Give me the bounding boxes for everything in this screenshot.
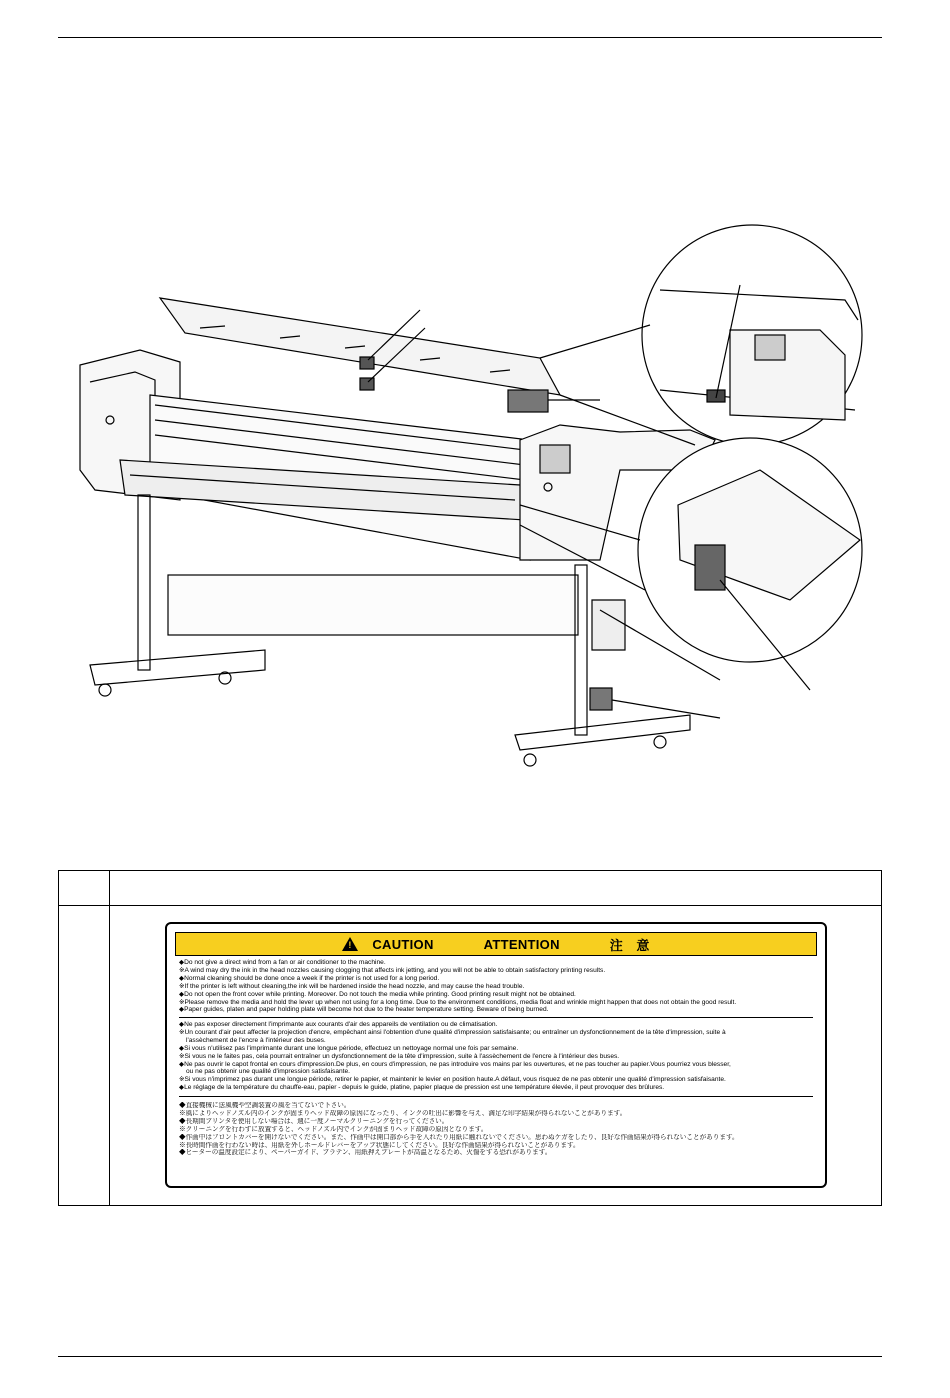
text-line: ※If the printer is left without cleaning,the ink will be hardened inside the head nozzle, and may cause the head trouble. <box>179 982 525 990</box>
text-line: ※A wind may dry the ink in the head nozzles causing clogging that affects ink jetting, and you will not be able to obtain satisfactory printing results. <box>179 966 606 974</box>
english-text <box>179 959 813 1014</box>
separator <box>179 1096 813 1097</box>
caution-table <box>58 870 882 1206</box>
text-line: ◆Si vous n'utilisez pas l'imprimante durant une longue période, effectuez un nettoyage normal une fois par semaine. <box>179 1044 519 1052</box>
table-column-divider <box>109 871 110 1205</box>
text-line: ◆作画中はフロントカバーを開けないでください。また、作画中は開口部から手を入れたり用紙に触れないでください。思わぬケガをしたり、良好な作画結果が得られないことがあります。 <box>179 1133 739 1141</box>
caution-title: CAUTION <box>372 936 434 952</box>
text-line: ◆Ne pas ouvrir le capot frontal en cours d'impression.De plus, en cours d'impression, ne pas introduire vos mains par les ouvertures, et ne pas toucher au papier.Vous pourriez vous blesser, <box>179 1060 731 1068</box>
japanese-text <box>179 1102 813 1157</box>
text-line: ◆ヒーターの温度設定により、ペーパーガイド、プラテン、用紙押えプレートが高温となるため、火傷をする恐れがあります。 <box>179 1149 552 1157</box>
attention-title: ATTENTION <box>483 936 560 952</box>
text-line: ◆長期間プリンタを使用しない場合は、週に一度ノーマルクリーニングを行ってください。 <box>179 1117 449 1125</box>
text-line: l'assèchement de l'encre à l'intérieur des buses. <box>186 1036 326 1044</box>
caution-label <box>165 922 827 1188</box>
text-line: ◆Le réglage de la température du chauffe-eau, papier - depuis le guide, platine, papier plaque de pression est une température élevée, il peut provoquer des brûlures. <box>179 1084 665 1092</box>
french-text <box>179 1021 813 1092</box>
warning-icon <box>342 937 358 951</box>
text-line: ※Un courant d'air peut affecter la projection d'encre, empêchant ainsi l'obtention d'une qualité d'impression satisfaisante; ou entraîner un dysfonctionnement de la tête d'impression, suite à <box>179 1028 726 1036</box>
text-line: ※Si vous n'imprimez pas durant une longue période, retirer le papier, et maintenir le levier en position haute.A défaut, vous risquez de ne pas obtenir une qualité d'impression satisfaisante. <box>179 1076 726 1084</box>
text-line: ※Si vous ne le faites pas, cela pourrait entraîner un dysfonctionnement de la tête d'impression, suite à l'assèchement de l'encre à l'intérieur des buses. <box>179 1052 620 1060</box>
bottom-rule <box>58 1356 882 1357</box>
text-line: ◆Do not give a direct wind from a fan or air conditioner to the machine. <box>179 959 386 966</box>
text-line: ※Please remove the media and hold the lever up when not using for a long time. Due to the environment conditions, media float and wrinkle might happen that does not obtain the good result. <box>179 998 737 1006</box>
separator <box>179 1017 813 1018</box>
text-line: ※風によりヘッドノズル内のインクが固まりヘッド故障の原因になったり、インクの吐出に影響を与え、満足な印字結果が得られないことがあります。 <box>179 1109 627 1117</box>
text-line: ◆直接機械に送風機や空調装置の風を当てないで下さい。 <box>179 1102 351 1109</box>
text-line: ※クリーニングを行わずに放置すると、ヘッドノズル内でインクが固まりヘッド故障の原因となります。 <box>179 1125 488 1133</box>
caution-header <box>175 932 817 956</box>
text-line: ◆Paper guides, platen and paper holding plate will become hot due to the heater temperature setting. Beware of being burned. <box>179 1006 549 1014</box>
text-line: ◆Normal cleaning should be done once a week if the printer is not used for a long period. <box>179 974 440 982</box>
table-row-divider <box>59 905 881 906</box>
text-line: ◆Do not open the front cover while printing. Moreover. Do not touch the media while printing. Good printing result might not be obtained. <box>179 990 576 998</box>
chui-title: 注 意 <box>609 937 650 953</box>
text-line: ou ne pas obtenir une qualité d'impression satisfaisante. <box>186 1068 351 1076</box>
text-line: ※長時間作画を行わない時は、用紙を外しホールドレバーをアップ状態にしてください。良好な作画結果が得られないことがあります。 <box>179 1141 580 1149</box>
text-line: ◆Ne pas exposer directement l'imprimante aux courants d'air des appareils de ventilation ou de climatisation. <box>179 1021 498 1028</box>
